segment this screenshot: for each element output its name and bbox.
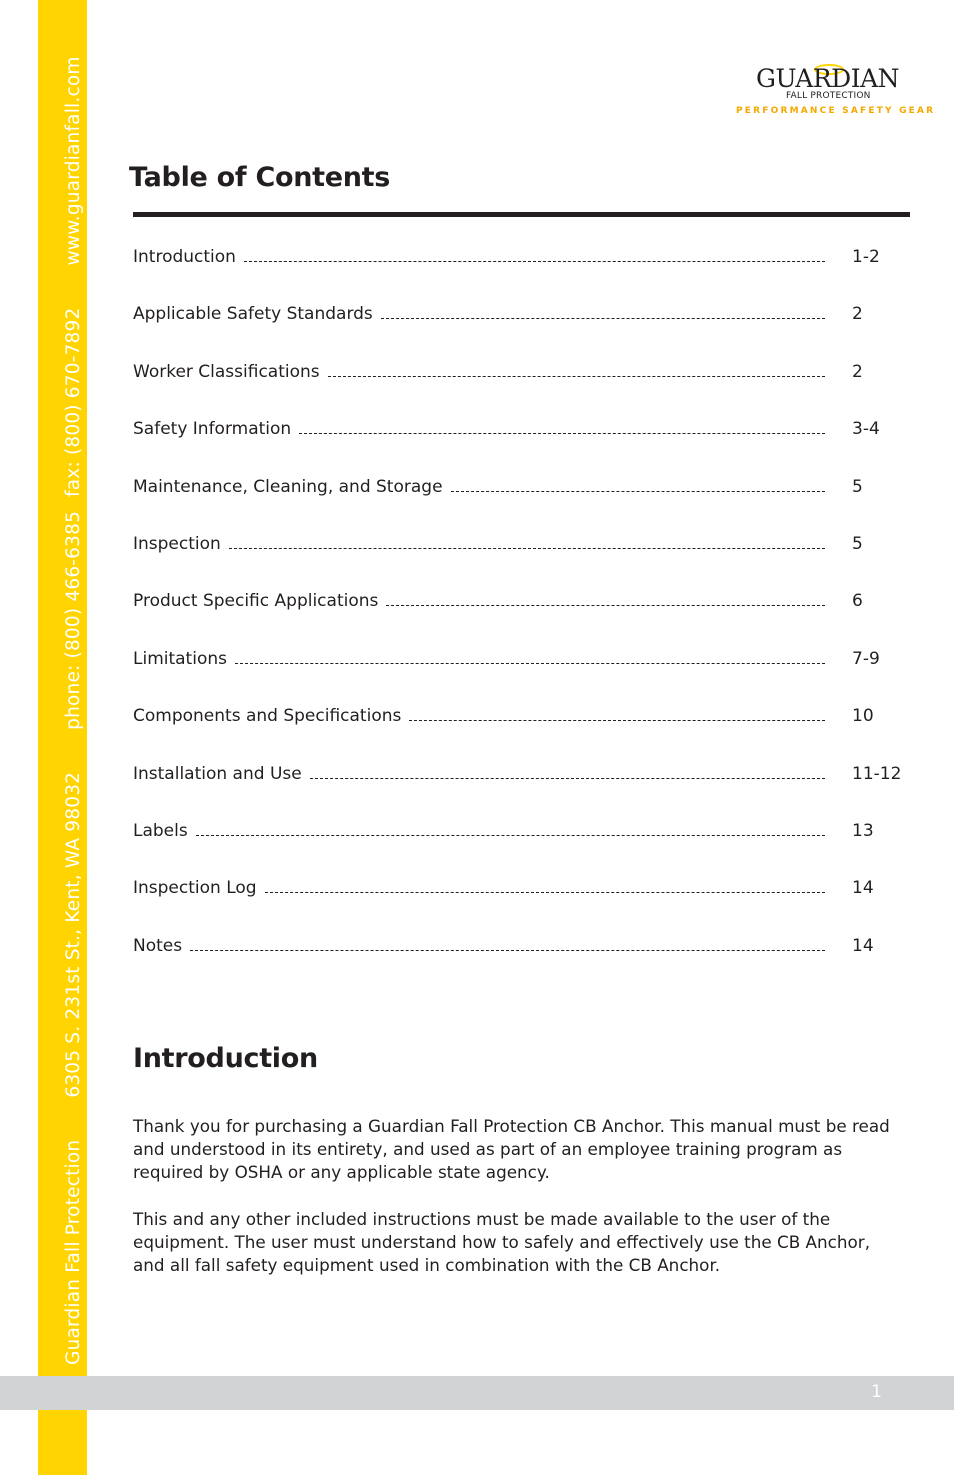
toc-item-page: 2 (852, 304, 863, 325)
toc-leader-dots (229, 548, 825, 549)
toc-leader-dots (409, 720, 825, 721)
sidebar-phone: phone: (800) 466-6385 (63, 510, 84, 730)
toc-leader-dots (244, 261, 825, 262)
toc-item-label: Applicable Safety Standards (133, 304, 373, 325)
toc-divider (133, 212, 910, 217)
guardian-logo (736, 64, 936, 120)
toc-leader-dots (328, 376, 825, 377)
intro-paragraph-2: This and any other included instructions must be made available to the user of the equipment. The user must understand how to safely and effectively use the CB Anchor, and all fall safety equipment used in combination with the CB Anchor. (133, 1209, 871, 1275)
toc-item-label: Components and Specifications (133, 706, 402, 727)
page-number: 1 (871, 1382, 882, 1402)
toc-item-label: Limitations (133, 648, 227, 669)
toc-item-page: 10 (852, 706, 874, 727)
toc-row (133, 528, 913, 554)
toc-item-label: Installation and Use (133, 763, 302, 784)
toc-item-label: Safety Information (133, 419, 292, 440)
logo-tagline: PERFORMANCE SAFETY GEAR (736, 106, 936, 116)
sidebar-website: www.guardianfall.com (63, 56, 84, 266)
toc-title: Table of Contents (129, 162, 391, 193)
toc-item-page: 13 (852, 821, 874, 841)
toc-row (133, 700, 913, 726)
toc-row (133, 643, 913, 669)
toc-item-page: 14 (852, 935, 874, 956)
toc-leader-dots (451, 491, 825, 492)
toc-item-label: Introduction (133, 247, 236, 267)
logo-subtitle: FALL PROTECTION (786, 91, 871, 101)
toc-row (133, 241, 913, 267)
sidebar-contact-text (63, 56, 84, 1365)
sidebar-fax: fax: (800) 670-7892 (63, 307, 84, 497)
toc-leader-dots (310, 778, 825, 779)
toc-item-page: 3-4 (852, 419, 880, 440)
toc-row (133, 585, 913, 611)
toc-item-label: Maintenance, Cleaning, and Storage (133, 476, 443, 497)
toc-item-label: Inspection (133, 534, 221, 554)
toc-row (133, 872, 913, 898)
logo-brand: GUARDIAN (756, 64, 899, 93)
toc-leader-dots (386, 605, 825, 606)
footer-bar (0, 1376, 954, 1410)
toc-leader-dots (235, 663, 825, 664)
toc-leader-dots (381, 318, 825, 319)
toc-item-page: 6 (852, 591, 863, 612)
toc-leader-dots (196, 835, 825, 836)
toc-item-page: 11-12 (852, 763, 902, 784)
toc-leader-dots (190, 950, 825, 951)
toc-item-page: 2 (852, 361, 863, 382)
sidebar-company: Guardian Fall Protection (63, 1139, 84, 1365)
toc-row (133, 356, 913, 382)
toc-item-label: Product Specific Applications (133, 591, 379, 612)
toc-item-label: Inspection Log (133, 878, 257, 899)
toc-item-page: 5 (852, 534, 863, 554)
toc-item-page: 7-9 (852, 648, 880, 669)
toc-row (133, 930, 913, 956)
toc-row (133, 471, 913, 497)
sidebar-address: 6305 S. 231st St., Kent, WA 98032 (63, 771, 84, 1098)
toc-row (133, 298, 913, 324)
toc-row (133, 413, 913, 439)
toc-leader-dots (265, 892, 825, 893)
toc-leader-dots (299, 433, 825, 434)
toc-item-label: Notes (133, 935, 183, 956)
toc-item-page: 5 (852, 476, 863, 497)
introduction-title: Introduction (133, 1043, 318, 1074)
intro-paragraph-1: Thank you for purchasing a Guardian Fall Protection CB Anchor. This manual must be read and understood in its entirety, and used as part of an employee training program as required by OSHA or any applicable state agency. (133, 1116, 890, 1182)
toc-item-label: Worker Classifications (133, 361, 320, 382)
toc-item-page: 14 (852, 878, 874, 899)
toc-row (133, 758, 913, 784)
toc-item-label: Labels (133, 821, 188, 841)
toc-item-page: 1-2 (852, 247, 880, 267)
toc-row (133, 815, 913, 841)
